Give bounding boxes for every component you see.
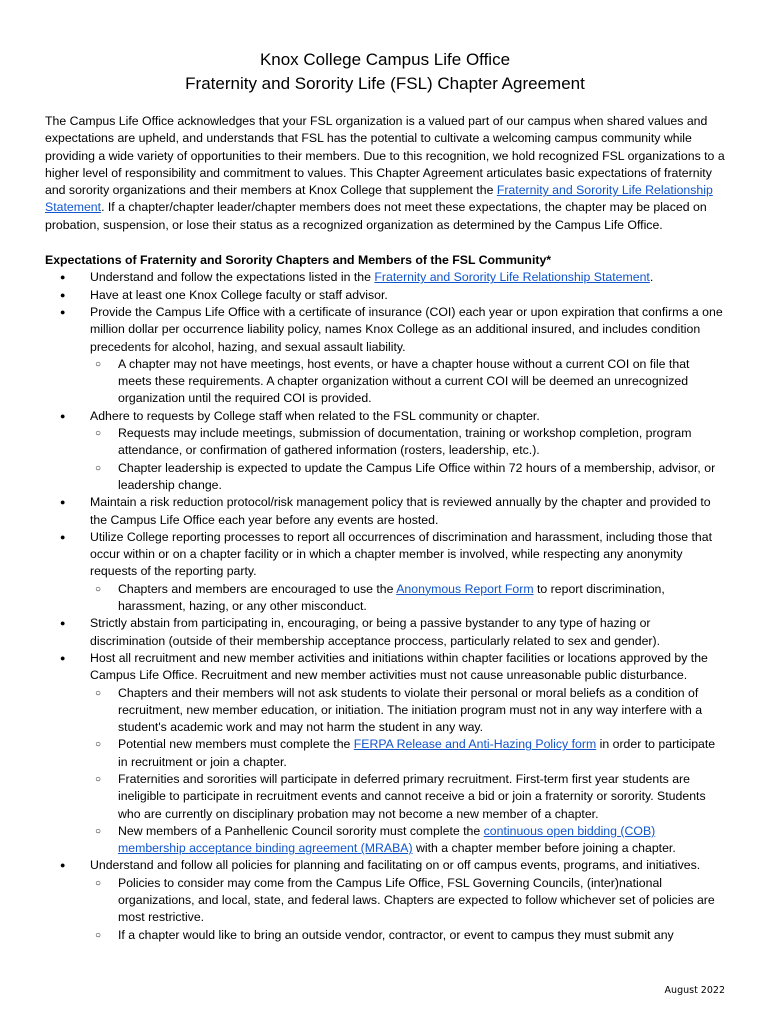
item-text: to report discrimination, harassment, hazing, or any other misconduct. xyxy=(118,581,665,614)
sub-list-item: ○ If a chapter would like to bring an outside vendor, contractor, or event to campus they must submit any xyxy=(90,927,725,944)
expectations-list xyxy=(45,269,725,944)
item-text: Utilize College reporting processes to report all occurrences of discrimination and harassment, including those that occur within or on a chapter facility or in which a chapter member is involved, while respecting any anonymity requests of the reporting party. xyxy=(90,529,712,579)
item-text: . xyxy=(649,270,654,285)
relationship-statement-link[interactable]: Fraternity and Sorority Life Relationship Statement xyxy=(45,183,713,215)
list-item xyxy=(45,529,725,615)
item-text: Understand and follow the expectations listed in the xyxy=(90,270,375,285)
list-item xyxy=(45,857,725,943)
intro-text-2: . If a chapter/chapter leader/chapter members does not meet these expectations, the chapter may be placed on probation, suspension, or lose their status as a recognized organization as determined by the Campus Life Office. xyxy=(45,200,707,232)
item-text: Provide the Campus Life Office with a certificate of insurance (COI) each year or upon expiration that confirms a one million dollar per occurrence liability policy, names Knox College as an additional insured, and includes condition precedents for alcohol, hazing, and sexual assault liability. xyxy=(90,304,723,354)
sub-list xyxy=(90,685,725,858)
title-line-1: Knox College Campus Life Office xyxy=(259,50,511,69)
intro-paragraph xyxy=(45,113,725,234)
sub-list-item xyxy=(90,823,725,858)
anonymous-report-form-link[interactable]: Anonymous Report Form xyxy=(396,581,534,596)
item-text: Chapters and members are encouraged to use the xyxy=(118,581,397,596)
sub-list xyxy=(90,425,725,494)
section-heading: Expectations of Fraternity and Sorority Chapters and Members of the FSL Community* xyxy=(45,253,552,268)
sub-list-item: ○ Fraternities and sororities will participate in deferred primary recruitment. First-term first year students are ineligible to participate in recruitment events and cannot receive a bid or join a fraternity or sorority. Students who are currently on disciplinary probation may not become a new member of a chapter. xyxy=(90,771,725,823)
list-item xyxy=(45,269,725,286)
item-text: Host all recruitment and new member activities and initiations within chapter facilities or locations approved by the Campus Life Office. Recruitment and new member activities must not cause unreasonable public disturbance. xyxy=(90,650,708,683)
cob-mraba-link[interactable]: continuous open bidding (COB) membership acceptance binding agreement (MRABA) xyxy=(118,823,656,856)
document-page xyxy=(45,48,725,944)
title-line-2: Fraternity and Sorority Life (FSL) Chapter Agreement xyxy=(185,74,585,93)
sub-list xyxy=(90,875,725,944)
document-title xyxy=(45,48,725,96)
list-item xyxy=(45,408,725,494)
footer-date: August 2022 xyxy=(664,985,725,996)
sub-list-item: ○ Chapters and their members will not ask students to violate their personal or moral beliefs as a condition of recruitment, new member education, or initiation. The initiation program must not in any way interfere with a student's academic work and may not harm the student in any way. xyxy=(90,685,725,737)
sub-list-item: ○ A chapter may not have meetings, host events, or have a chapter house without a current COI on file that meets these requirements. A chapter organization without a current COI will be deemed an unrecognized organization until the required COI is provided. xyxy=(90,356,725,408)
list-item: ● Maintain a risk reduction protocol/risk management policy that is reviewed annually by the chapter and provided to the Campus Life Office each year before any events are hosted. xyxy=(45,494,725,529)
sub-list xyxy=(90,356,725,408)
list-item xyxy=(45,650,725,858)
item-text: Understand and follow all policies for planning and facilitating on or off campus events, programs, and initiatives. xyxy=(90,858,701,873)
sub-list xyxy=(90,581,725,616)
item-text: in order to participate in recruitment or join a chapter. xyxy=(118,737,716,769)
list-item xyxy=(45,304,725,408)
relationship-statement-link-2[interactable]: Fraternity and Sorority Life Relationship Statement xyxy=(374,270,650,285)
item-text: Potential new members must complete the xyxy=(118,737,354,752)
sub-list-item: ○ Policies to consider may come from the Campus Life Office, FSL Governing Councils, (inter)national organizations, and local, state, and federal laws. Chapters are expected to follow whichever set of policies are most restrictive. xyxy=(90,875,725,927)
sub-list-item: ○ Chapter leadership is expected to update the Campus Life Office within 72 hours of a membership, advisor, or leadership change. xyxy=(90,460,725,495)
item-text: Adhere to requests by College staff when related to the FSL community or chapter. xyxy=(90,408,540,423)
sub-list-item xyxy=(90,581,725,616)
list-item: ● Strictly abstain from participating in, encouraging, or being a passive bystander to any type of hazing or discrimination (outside of their membership acceptance proccess, particularly related to sex and gender). xyxy=(45,615,725,650)
item-text: New members of a Panhellenic Council sorority must complete the xyxy=(118,823,484,838)
list-item: ● Have at least one Knox College faculty or staff advisor. xyxy=(45,287,725,304)
ferpa-form-link[interactable]: FERPA Release and Anti-Hazing Policy form xyxy=(353,737,597,752)
sub-list-item: ○ Requests may include meetings, submission of documentation, training or workshop completion, program attendance, or confirmation of gathered information (rosters, leadership, etc.). xyxy=(90,425,725,460)
item-text: with a chapter member before joining a chapter. xyxy=(412,841,676,856)
intro-text-1: The Campus Life Office acknowledges that your FSL organization is a valued part of our campus when shared values and expectations are upheld, and understands that FSL has the potential to cultivate a welcoming campus community while providing a wide variety of opportunities to their members. Due to this recognition, we hold recognized FSL organizations to a higher level of responsibility and commitment to values. This Chapter Agreement articulates basic expectations of fraternity and sorority organizations and their members at Knox College that supplement the xyxy=(45,114,725,198)
sub-list-item xyxy=(90,736,725,771)
